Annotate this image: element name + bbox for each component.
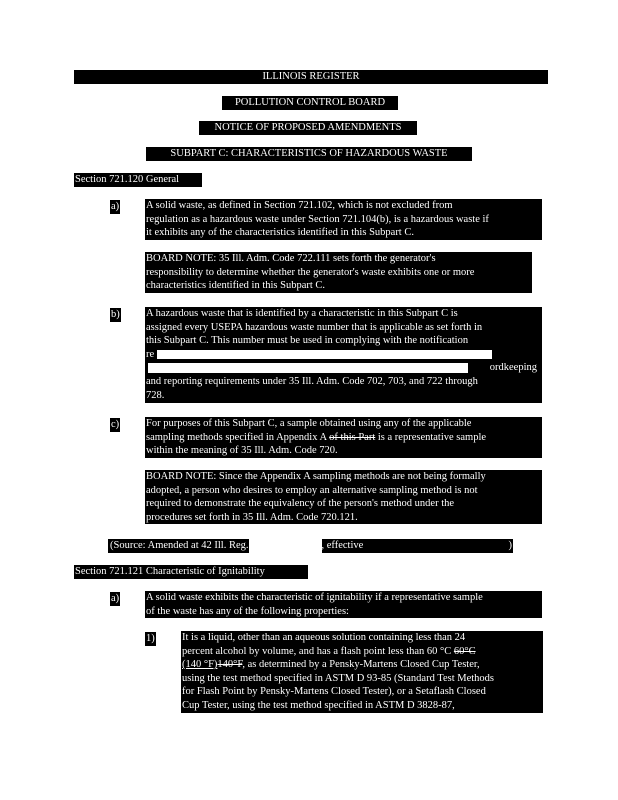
- text-line: A solid waste, as defined in Section 721.102, which is not excluded from: [146, 200, 453, 211]
- text-line: BOARD NOTE: Since the Appendix A sampling methods are not being formally: [146, 471, 486, 482]
- text-line: characteristics identified in this Subpart C.: [146, 280, 326, 292]
- text-line: re: [146, 348, 155, 360]
- text-line: using the test method specified in ASTM D 93-85 (Standard Test Methods: [182, 672, 494, 684]
- text-line: 728.: [146, 389, 165, 401]
- ignitability-item-1: [181, 631, 543, 713]
- subpart-heading: SUBPART C: CHARACTERISTICS OF HAZARDOUS WASTE: [146, 147, 472, 161]
- deleted-text: 60°C: [453, 645, 476, 657]
- text-line: within the meaning of 35 Ill. Adm. Code 720.: [146, 445, 338, 457]
- text-line: it exhibits any of the characteristics identified in this Subpart C.: [146, 227, 414, 239]
- item-label-a: a): [111, 593, 120, 604]
- section-heading-721-121: Section 721.121 Characteristic of Ignitability: [74, 565, 308, 579]
- redaction-mark: [148, 363, 468, 373]
- text-line: A solid waste exhibits the characteristic of ignitability if a representative sample: [146, 592, 483, 603]
- notice-header: NOTICE OF PROPOSED AMENDMENTS: [199, 121, 417, 135]
- section-heading-721-120: Section 721.120 General: [74, 173, 202, 187]
- item-label-1: 1): [146, 633, 155, 644]
- text-line: required to demonstrate the equivalency of the person's method under the: [146, 498, 455, 510]
- item-label-a: a): [111, 201, 120, 212]
- text-line: BOARD NOTE: 35 Ill. Adm. Code 722.111 sets forth the generator's: [146, 253, 436, 264]
- ignitability-paragraph-a: [145, 591, 542, 618]
- text-line: For purposes of this Subpart C, a sample obtained using any of the applicable: [146, 418, 472, 429]
- text-line: [146, 431, 541, 445]
- text-line: Cup Tester, using the test method specified in ASTM D 3828-87,: [182, 699, 455, 711]
- board-header: POLLUTION CONTROL BOARD: [222, 96, 398, 110]
- text-span: , as determined by a Pensky-Martens Closed Cup Tester,: [242, 659, 480, 671]
- text-line: and reporting requirements under 35 Ill. Adm. Code 702, 703, and 722 through: [146, 375, 478, 387]
- text-line: It is a liquid, other than an aqueous solution containing less than 24: [182, 632, 466, 643]
- text-line: ordkeeping: [489, 362, 537, 374]
- source-end: ): [508, 540, 512, 551]
- redaction-mark: [157, 350, 492, 359]
- board-note-1: [145, 252, 532, 293]
- text-line: A hazardous waste that is identified by a characteristic in this Subpart C is: [146, 308, 458, 319]
- text-line: [182, 658, 542, 672]
- text-line: procedures set forth in 35 Ill. Adm. Code 720.121.: [146, 511, 358, 523]
- deleted-text: 140°F: [217, 659, 243, 671]
- source-prefix: (Source: Amended at 42 Ill. Reg.: [110, 540, 249, 551]
- text-line: adopted, a person who desires to employ an alternative sampling method is not: [146, 484, 478, 496]
- paragraph-c: [145, 417, 542, 458]
- text-line: this Subpart C. This number must be used in complying with the notification: [146, 335, 469, 347]
- source-line: [108, 539, 513, 553]
- text-line: [182, 645, 542, 659]
- item-label-c: c): [111, 419, 120, 430]
- text-span: sampling methods specified in Appendix A: [146, 431, 330, 443]
- source-effective: , effective: [321, 540, 364, 551]
- paragraph-a: [145, 199, 542, 240]
- inserted-text: (140 °F): [182, 659, 218, 671]
- text-span: percent alcohol by volume, and has a flash point less than 60 °C: [182, 645, 454, 657]
- item-label-b: b): [111, 309, 120, 320]
- text-line: regulation as a hazardous waste under Section 721.104(b), is a hazardous waste if: [146, 213, 489, 225]
- register-header: ILLINOIS REGISTER: [74, 70, 548, 84]
- board-note-2: [145, 470, 542, 524]
- text-line: of the waste has any of the following properties:: [146, 605, 349, 617]
- deleted-text: of this Part: [329, 431, 376, 443]
- text-line: assigned every USEPA hazardous waste number that is applicable as set forth in: [146, 321, 483, 333]
- text-line: for Flash Point by Pensky-Martens Closed Tester), or a Setaflash Closed: [182, 686, 486, 698]
- text-span: is a representative sample: [375, 431, 487, 443]
- text-line: responsibility to determine whether the generator's waste exhibits one or more: [146, 266, 475, 278]
